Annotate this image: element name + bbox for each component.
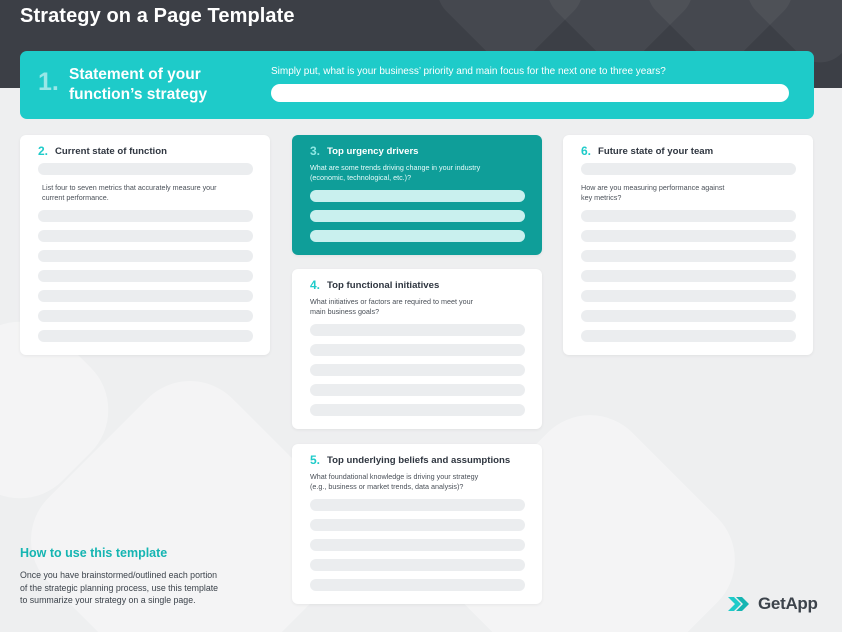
section-description	[310, 163, 480, 183]
text-field[interactable]	[581, 210, 796, 222]
section-question: Simply put, what is your business’ priority and main focus for the next one to three years?	[271, 66, 666, 77]
description-line: What initiatives or factors are required to meet your	[310, 297, 473, 306]
how-to-line: to summarize your strategy on a single page.	[20, 595, 196, 605]
page-title: Strategy on a Page Template	[20, 5, 295, 27]
brand-name: GetApp	[758, 594, 818, 613]
section-title: Future state of your team	[598, 146, 714, 157]
text-field[interactable]	[581, 163, 796, 175]
text-field[interactable]	[38, 330, 253, 342]
text-field[interactable]	[581, 310, 796, 322]
text-field[interactable]	[310, 384, 525, 396]
text-field[interactable]	[38, 310, 253, 322]
description-line: (e.g., business or market trends, data analysis)?	[310, 482, 464, 491]
getapp-logo	[728, 593, 818, 615]
card-beliefs-assumptions	[292, 444, 542, 604]
text-field[interactable]	[310, 324, 525, 336]
how-to-title: How to use this template	[20, 546, 168, 560]
card-current-state	[20, 135, 270, 355]
text-field[interactable]	[581, 270, 796, 282]
text-field[interactable]	[581, 330, 796, 342]
section-description	[310, 297, 473, 317]
text-field[interactable]	[310, 210, 525, 222]
section-title: Top underlying beliefs and assumptions	[327, 455, 511, 466]
text-field[interactable]	[310, 404, 525, 416]
text-field[interactable]	[310, 499, 525, 511]
text-field[interactable]	[310, 539, 525, 551]
description-line: (economic, technological, etc.)?	[310, 173, 412, 182]
text-field[interactable]	[310, 364, 525, 376]
text-field[interactable]	[310, 344, 525, 356]
text-field[interactable]	[38, 290, 253, 302]
how-to-line: Once you have brainstormed/outlined each portion	[20, 570, 218, 580]
text-field[interactable]	[310, 559, 525, 571]
text-field[interactable]	[310, 579, 525, 591]
text-field[interactable]	[38, 270, 253, 282]
how-to-text	[20, 569, 265, 607]
description-line: main business goals?	[310, 307, 380, 316]
card-future-state	[563, 135, 813, 355]
how-to-line: of the strategic planning process, use this template	[20, 582, 219, 593]
text-field[interactable]	[310, 230, 525, 242]
section-number: 6.	[581, 144, 592, 158]
text-field[interactable]	[38, 163, 253, 175]
text-field[interactable]	[38, 250, 253, 262]
section-number: 3.	[310, 144, 321, 158]
description-line: key metrics?	[581, 193, 622, 202]
text-field[interactable]	[310, 519, 525, 531]
description-line: List four to seven metrics that accurately measure your	[42, 183, 217, 192]
section-number: 4.	[310, 278, 321, 292]
text-field[interactable]	[581, 230, 796, 242]
card-functional-initiatives	[292, 269, 542, 429]
text-field[interactable]	[38, 230, 253, 242]
section-description	[581, 183, 724, 203]
section-description	[42, 183, 217, 203]
section-number: 1.	[38, 68, 59, 96]
card-urgency-drivers	[292, 135, 542, 255]
description-line: current performance.	[42, 193, 109, 202]
section-title: Top functional initiatives	[327, 280, 440, 291]
section-number: 5.	[310, 453, 321, 467]
strategy-statement-field[interactable]	[271, 84, 789, 102]
text-field[interactable]	[310, 190, 525, 202]
text-field[interactable]	[581, 290, 796, 302]
description-line: How are you measuring performance against	[581, 183, 725, 192]
strategy-statement-banner	[20, 51, 814, 119]
text-field[interactable]	[38, 210, 253, 222]
section-description	[310, 472, 478, 492]
description-line: What are some trends driving change in your industry	[310, 163, 481, 172]
section-title: Top urgency drivers	[327, 146, 419, 157]
text-field[interactable]	[581, 250, 796, 262]
description-line: What foundational knowledge is driving your strategy	[310, 472, 479, 481]
section-title: Statement of your function’s strategy	[69, 66, 208, 103]
getapp-chevrons-icon	[728, 597, 756, 611]
section-title: Current state of function	[55, 146, 167, 157]
section-number: 2.	[38, 144, 49, 158]
